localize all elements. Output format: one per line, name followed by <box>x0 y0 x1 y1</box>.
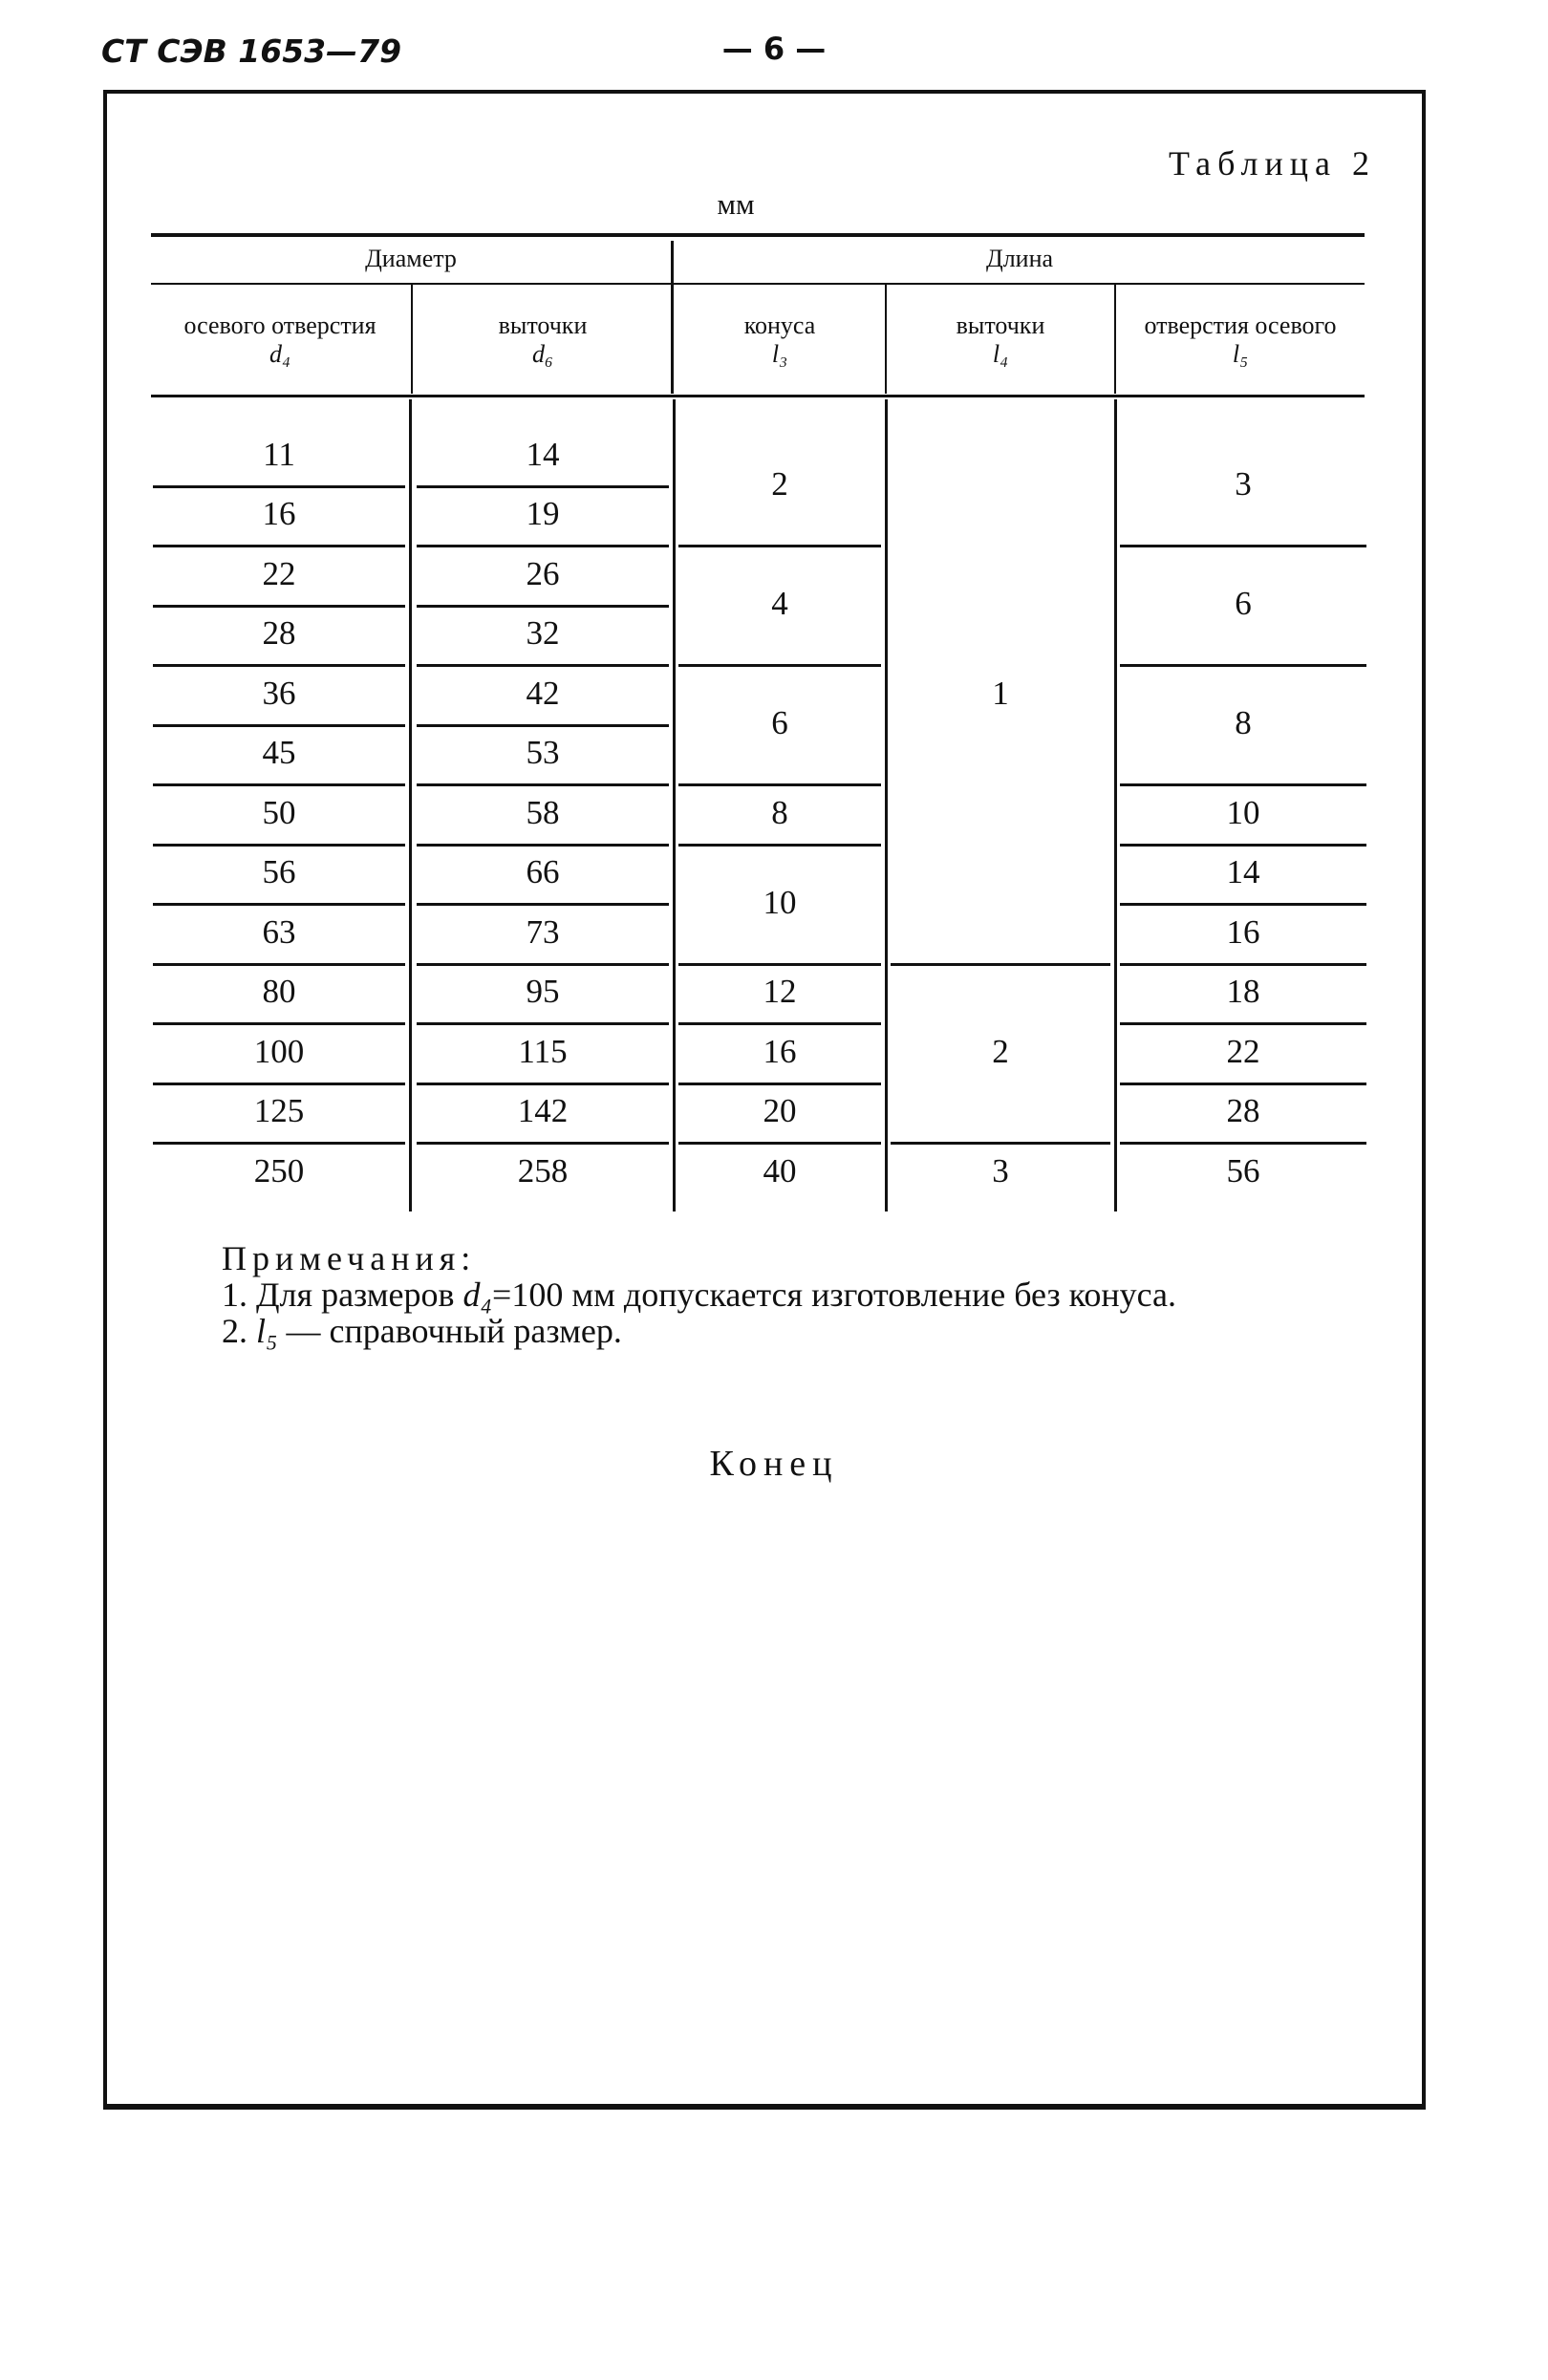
header-col-d4-label: осевого отверстия <box>183 311 376 339</box>
header-col-l4-label: выточки <box>956 311 1045 339</box>
table-cell-l3: 4 <box>771 585 788 622</box>
table-cell-l3: 2 <box>771 465 788 503</box>
row-rule-d4 <box>153 844 405 847</box>
frame-right-border <box>1422 90 1426 2108</box>
table-cell-l5: 3 <box>1235 465 1252 503</box>
row-rule-l3 <box>678 963 881 966</box>
row-rule-l3 <box>678 1022 881 1025</box>
row-rule-d4 <box>153 724 405 727</box>
document-code: СТ СЭВ 1653—79 <box>101 32 402 70</box>
note-2-suffix: — справочный размер. <box>277 1312 622 1350</box>
table-cell-d6: 58 <box>526 794 560 831</box>
table-cell-d6: 53 <box>526 734 560 771</box>
table-cell-l5: 10 <box>1226 794 1260 831</box>
table-cell-d4: 36 <box>262 675 296 712</box>
table-cell-l3: 40 <box>763 1152 797 1190</box>
row-rule-l5 <box>1120 783 1366 786</box>
table-cell-l5: 56 <box>1226 1152 1260 1190</box>
table-cell-d6: 258 <box>517 1152 569 1190</box>
table-cell-l5: 22 <box>1226 1033 1260 1070</box>
note-1-prefix: 1. Для размеров <box>222 1276 463 1314</box>
row-rule-l4 <box>891 963 1110 966</box>
row-rule-l3 <box>678 783 881 786</box>
row-rule-l5 <box>1120 844 1366 847</box>
table-cell-d6: 32 <box>526 614 560 652</box>
row-rule-l5 <box>1120 1083 1366 1085</box>
col-divider-3 <box>885 399 888 1211</box>
col-divider-1 <box>409 399 412 1211</box>
header-col-d6 <box>415 311 671 369</box>
table-cell-d6: 115 <box>518 1033 568 1070</box>
table-top-rule <box>151 233 1365 237</box>
row-rule-d6 <box>417 485 669 488</box>
table-cell-l3: 12 <box>763 973 797 1010</box>
table-cell-l3: 6 <box>771 704 788 741</box>
row-rule-d4 <box>153 963 405 966</box>
table-cell-l5: 28 <box>1226 1092 1260 1129</box>
table-cell-d6: 26 <box>526 555 560 592</box>
col-divider-2 <box>673 399 676 1211</box>
group-divider <box>671 241 674 394</box>
table-units: мм <box>717 187 755 221</box>
table-cell-l3: 16 <box>763 1033 797 1070</box>
table-cell-d4: 16 <box>262 495 296 532</box>
table-cell-l4: 1 <box>992 675 1009 712</box>
table-cell-d6: 14 <box>526 436 560 473</box>
table-title: Таблица 2 <box>1169 144 1376 182</box>
header-col-d6-symbol: d₆ <box>531 340 554 368</box>
row-rule-d6 <box>417 664 669 667</box>
table-cell-d4: 28 <box>262 614 296 652</box>
row-rule-d4 <box>153 545 405 547</box>
table-cell-d6: 42 <box>526 675 560 712</box>
table-cell-d6: 142 <box>517 1092 569 1129</box>
table-cell-d4: 22 <box>262 555 296 592</box>
table-cell-d6: 95 <box>526 973 560 1010</box>
row-rule-l3 <box>678 664 881 667</box>
frame-left-border <box>103 92 107 2106</box>
frame-top-border <box>103 90 1426 94</box>
note-1-suffix: =100 мм допускается изготовление без конуса. <box>492 1276 1177 1314</box>
table-cell-l5: 8 <box>1235 704 1252 741</box>
row-rule-l5 <box>1120 963 1366 966</box>
note-2-prefix: 2. <box>222 1312 256 1350</box>
row-rule-d4 <box>153 664 405 667</box>
header-length: Длина <box>985 245 1054 272</box>
header-col-l3-symbol: l₃ <box>771 340 788 368</box>
table-cell-d4: 250 <box>253 1152 305 1190</box>
table-cell-d4: 63 <box>262 913 296 951</box>
row-rule-l5 <box>1120 903 1366 906</box>
row-rule-l5 <box>1120 664 1366 667</box>
header-col-d6-label: выточки <box>498 311 588 339</box>
table-cell-l3: 20 <box>763 1092 797 1129</box>
table-group-rule <box>151 283 1365 285</box>
row-rule-d4 <box>153 1083 405 1085</box>
row-rule-d4 <box>153 605 405 608</box>
row-rule-d4 <box>153 783 405 786</box>
row-rule-d6 <box>417 844 669 847</box>
frame-bottom-border <box>103 2104 1426 2110</box>
notes-title: Примечания: <box>222 1239 477 1277</box>
row-rule-l3 <box>678 1083 881 1085</box>
row-rule-l5 <box>1120 545 1366 547</box>
table-cell-l5: 18 <box>1226 973 1260 1010</box>
header-col-l5-symbol: l₅ <box>1232 340 1249 368</box>
row-rule-d6 <box>417 963 669 966</box>
table-header-bottom-rule <box>151 395 1365 397</box>
table-cell-l3: 10 <box>763 884 797 921</box>
header-diameter: Диаметр <box>365 245 457 272</box>
table-cell-l4: 3 <box>992 1152 1009 1190</box>
table-cell-d4: 50 <box>262 794 296 831</box>
note-1 <box>222 1276 1176 1313</box>
row-rule-d4 <box>153 903 405 906</box>
header-col-l4 <box>887 311 1114 369</box>
table-cell-d6: 73 <box>526 913 560 951</box>
row-rule-d4 <box>153 1022 405 1025</box>
end-marker: Конец <box>709 1444 839 1484</box>
table-cell-d4: 125 <box>253 1092 305 1129</box>
row-rule-l3 <box>678 844 881 847</box>
col-divider-4 <box>1114 399 1117 1211</box>
row-rule-d6 <box>417 1022 669 1025</box>
table-cell-d4: 56 <box>262 853 296 890</box>
row-rule-l3 <box>678 545 881 547</box>
table-cell-d4: 11 <box>263 436 295 473</box>
table-cell-d6: 19 <box>526 495 560 532</box>
table-cell-d4: 80 <box>262 973 296 1010</box>
table-cell-l4: 2 <box>992 1033 1009 1070</box>
row-rule-l5 <box>1120 1022 1366 1025</box>
row-rule-l3 <box>678 1142 881 1145</box>
header-col-l4-symbol: l₄ <box>992 340 1009 368</box>
row-rule-d6 <box>417 1083 669 1085</box>
note-1-symbol: d₄ <box>462 1276 493 1314</box>
row-rule-d4 <box>153 1142 405 1145</box>
note-2 <box>222 1313 1176 1349</box>
header-col-l5-label: отверстия осевого <box>1144 311 1337 339</box>
header-col-divider-1 <box>411 285 413 394</box>
row-rule-d6 <box>417 1142 669 1145</box>
table-cell-d4: 45 <box>262 734 296 771</box>
row-rule-l5 <box>1120 1142 1366 1145</box>
table-cell-l5: 6 <box>1235 585 1252 622</box>
table-cell-l5: 16 <box>1226 913 1260 951</box>
row-rule-d6 <box>417 903 669 906</box>
header-col-l5 <box>1116 311 1365 369</box>
table-cell-l5: 14 <box>1226 853 1260 890</box>
header-col-d4 <box>151 311 409 369</box>
row-rule-d6 <box>417 545 669 547</box>
header-col-l3-label: конуса <box>743 311 816 339</box>
notes-block <box>222 1240 1176 1349</box>
row-rule-d6 <box>417 605 669 608</box>
header-col-d4-symbol: d₄ <box>269 340 291 368</box>
page-number: — 6 — <box>721 31 827 67</box>
header-col-l3 <box>675 311 885 369</box>
row-rule-d6 <box>417 724 669 727</box>
row-rule-l4 <box>891 1142 1110 1145</box>
note-2-symbol: l₅ <box>256 1312 278 1350</box>
row-rule-d6 <box>417 783 669 786</box>
table-cell-d4: 100 <box>253 1033 305 1070</box>
row-rule-d4 <box>153 485 405 488</box>
table-cell-l3: 8 <box>771 794 788 831</box>
table-cell-d6: 66 <box>526 853 560 890</box>
